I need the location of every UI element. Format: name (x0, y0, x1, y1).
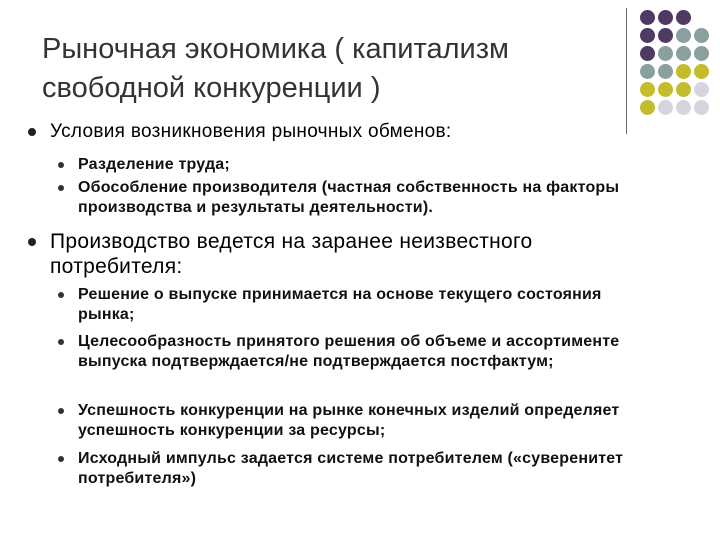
list-item: Обособление производителя (частная собственность на факторы производства и результаты деятельности). (78, 179, 620, 216)
sub-bullet-icon (58, 185, 64, 191)
sub-bullet-icon (58, 408, 64, 414)
bullet-icon (28, 238, 36, 246)
section-heading: Производство ведется на заранее неизвестного потребителя: (50, 230, 533, 278)
sub-bullet-icon (58, 292, 64, 298)
sub-bullet-icon (58, 339, 64, 345)
list-item: Успешность конкуренции на рынке конечных изделий определяет успешность конкуренции за ресурсы; (78, 402, 620, 439)
list-item: Целесообразность принятого решения об объеме и ассортименте выпуска подтверждается/не подтверждается постфактум; (78, 333, 620, 370)
slide-title: Рыночная экономика ( капитализм свободной конкуренции ) (42, 33, 509, 104)
section-heading: Условия возникновения рыночных обменов: (50, 121, 452, 142)
list-item: Разделение труда; (78, 156, 230, 173)
list-item: Решение о выпуске принимается на основе текущего состояния рынка; (78, 286, 602, 323)
bullet-icon (28, 128, 36, 136)
sub-bullet-icon (58, 456, 64, 462)
sub-bullet-icon (58, 162, 64, 168)
list-item: Исходный импульс задается системе потребителем («суверенитет потребителя») (78, 450, 624, 487)
